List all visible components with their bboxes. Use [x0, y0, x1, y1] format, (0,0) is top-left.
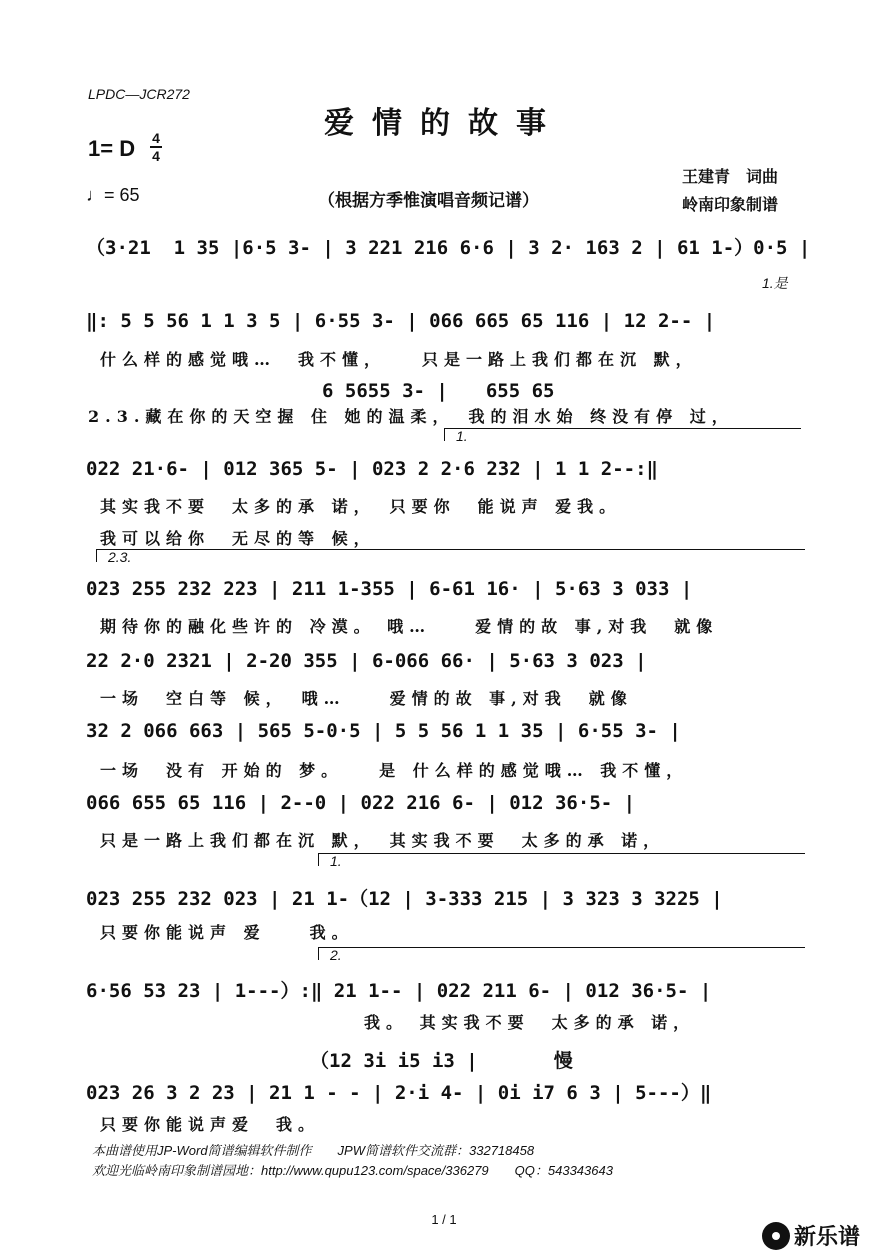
notation-line: 066 655 65 116 | 2--0 | 022 216 6- | 012 36·5- | — [86, 792, 636, 814]
lyric-line: 2.3.藏在你的天空握 住 她的温柔， 我的泪水始 终没有停 过， — [88, 407, 734, 426]
lyric-line: 我可以给你 无尽的等 候， — [100, 529, 376, 548]
lyric-line: 我。 其实我不要 太多的承 诺， — [100, 1013, 696, 1032]
credit-score: 岭南印象制谱 — [682, 195, 779, 214]
notation-line: 023 26 3 2 23 | 21 1 - - | 2·i 4- | 0i i7 6 3 | 5---）‖ — [86, 1082, 712, 1104]
meter-bottom: 4 — [152, 148, 160, 164]
volta-label: 2.3. — [108, 549, 132, 565]
notation-line: 6·56 53 23 | 1---）:‖ 21 1-- | 022 211 6- | 012 36·5- | — [86, 980, 712, 1002]
page-number: 1 / 1 — [431, 1212, 457, 1227]
lyric-line: 只要你能说声 爱 我。 — [100, 923, 354, 942]
lyric-line: 一场 空白等 候， 哦… 爱情的故 事,对我 就像 — [100, 689, 633, 708]
lyric-line: 期待你的融化些许的 冷漠。 哦… 爱情的故 事,对我 就像 — [100, 617, 719, 636]
notation-line: 022 21·6- | 012 365 5- | 023 2 2·6 232 | 1 1 2--:‖ — [86, 458, 658, 480]
notation-line: ‖: 5 5 56 1 1 3 5 | 6·55 3- | 066 665 65 116 | 12 2-- | — [86, 310, 716, 332]
score-title: 爱情的故事 — [324, 106, 564, 141]
volta-bracket — [444, 428, 801, 441]
score-code: LPDC—JCR272 — [88, 86, 190, 102]
notation-line: （12 3i i5 i3 | 慢 — [310, 1050, 573, 1072]
notation-line: （3·21 1 35 |6·5 3- | 3 221 216 6·6 | 3 2· 163 2 | 61 1-）0·5 | — [86, 237, 811, 259]
record-disc-icon — [762, 1222, 790, 1250]
logo-text: 新乐谱 — [794, 1225, 861, 1250]
volta-label: 1. — [330, 853, 342, 869]
score-subtitle: （根据方季惟演唱音频记谱） — [318, 191, 539, 211]
lyric-line: 只要你能说声爱 我。 — [100, 1115, 321, 1134]
tempo-mark: ♩= 65 — [86, 185, 140, 205]
lyric-line: 一场 没有 开始的 梦。 是 什么样的感觉哦… 我不懂， — [100, 761, 689, 780]
notation-line: 22 2·0 2321 | 2-20 355 | 6-066 66· | 5·63 3 023 | — [86, 650, 647, 672]
footer-line: 欢迎光临岭南印象制谱园地：http://www.qupu123.com/space/336279 QQ：543343643 — [92, 1163, 613, 1178]
notation-line: 6 5655 3- | 655 65 — [322, 380, 555, 402]
verse-marker: 1.是 — [762, 275, 788, 291]
site-logo — [762, 1220, 860, 1251]
volta-bracket — [318, 947, 805, 960]
volta-label: 2. — [330, 947, 342, 963]
credit-lyrics: 王建青 词曲 — [682, 167, 779, 186]
key-signature: 1= D — [88, 136, 136, 161]
notation-line: 023 255 232 023 | 21 1-（12 | 3-333 215 | 3 323 3 3225 | — [86, 888, 723, 910]
volta-label: 1. — [456, 428, 468, 444]
time-signature — [150, 131, 162, 163]
notation-line: 32 2 066 663 | 565 5-0·5 | 5 5 56 1 1 35 | 6·55 3- | — [86, 720, 681, 742]
lyric-line: 其实我不要 太多的承 诺， 只要你 能说声 爱我。 — [100, 497, 622, 516]
volta-bracket — [318, 853, 805, 866]
notation-line: 023 255 232 223 | 211 1-355 | 6-61 16· | 5·63 3 033 | — [86, 578, 693, 600]
lyric-line: 只是一路上我们都在沉 默， 其实我不要 太多的承 诺， — [100, 831, 666, 850]
footer-line: 本曲谱使用JP-Word简谱编辑软件制作 JPW简谱软件交流群：332718458 — [92, 1143, 535, 1158]
volta-bracket — [96, 549, 805, 562]
meter-top: 4 — [152, 130, 160, 146]
lyric-line: 什么样的感觉哦… 我不懂， 只是一路上我们都在沉 默， — [100, 350, 698, 369]
